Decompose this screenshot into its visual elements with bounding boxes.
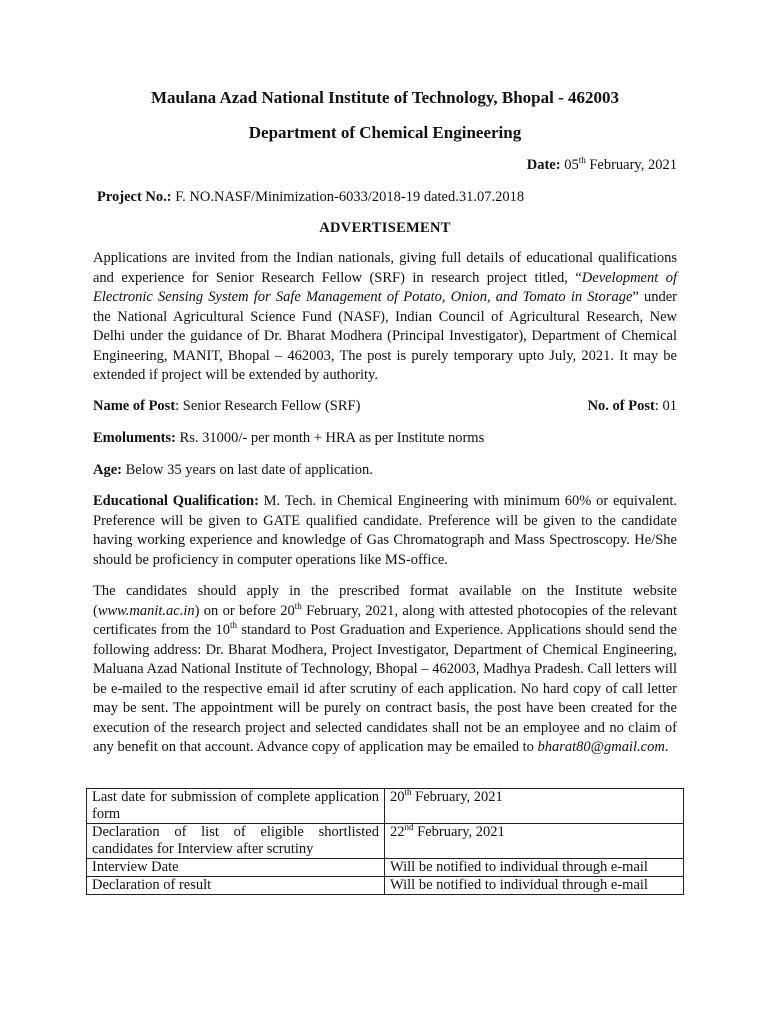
schedule-event: Declaration of result: [87, 877, 385, 895]
email-link[interactable]: bharat80@gmail.com: [537, 739, 665, 755]
project-title: Development of Electronic Sensing System for Safe Management of Potato, Onion, and Tomato in Storage: [93, 269, 677, 305]
date-suffix: th: [578, 155, 586, 166]
application-text-3: February, 2021, along with attested photocopies of the relevant certificates from the 10: [93, 602, 677, 638]
education-paragraph: [93, 492, 677, 570]
application-text-4: standard to Post Graduation and Experience. Applications should send the following address: Dr. Bharat Modhera, Project Investigator, Department of Chemical Engineering, Maluana Azad National Institute of Technology, Bhopal – 462003, Madhya Pradesh. Call letters will be e-mailed to the respective email id after scrutiny of each application. No hard copy of call letter may be sent. The appointment will be purely on contract basis, the post have been created for the execution of the research project and selected candidates shall not be an employee and no claim of any benefit on that account. Advance copy of application may be emailed to: [93, 622, 677, 755]
application-paragraph: [93, 582, 677, 758]
table-row: [87, 824, 684, 859]
application-text-2: ) on or before 20: [194, 602, 295, 619]
age-value: Below 35 years on last date of application.: [122, 462, 373, 478]
schedule-date: [385, 877, 684, 895]
schedule-table: [86, 788, 684, 895]
post-count-label: No. of Post: [587, 398, 655, 414]
intro-paragraph: [93, 249, 677, 386]
department-heading: Department of Chemical Engineering: [248, 123, 522, 142]
website-link[interactable]: www.manit.ac.in: [97, 602, 195, 619]
table-row: [87, 789, 684, 824]
post-name-value: : Senior Research Fellow (SRF): [175, 398, 361, 414]
schedule-date-suffix: th: [404, 787, 412, 798]
application-sup-2: th: [230, 620, 238, 631]
date-month-year: February, 2021: [585, 157, 677, 173]
post-count-value: : 01: [654, 398, 677, 414]
project-number: [97, 189, 524, 206]
application-text-1: The candidates should apply in the prescribed format available on the Institute website (: [93, 583, 677, 619]
date-label: Date:: [526, 157, 561, 173]
post-name-label: Name of Post: [93, 398, 176, 414]
schedule-date: [385, 824, 684, 859]
application-text-5: .: [664, 739, 669, 755]
schedule-event: Declaration of list of eligible shortlisted candidates for Interview after scrutiny: [87, 824, 385, 859]
schedule-date-month: February, 2021: [411, 789, 503, 805]
emoluments-label: Emoluments:: [93, 430, 176, 446]
schedule-event: Last date for submission of complete application form: [87, 789, 385, 824]
emoluments-value: Rs. 31000/- per month + HRA as per Institute norms: [175, 430, 485, 446]
age-limit: [93, 462, 373, 479]
education-label: Educational Qualification:: [93, 493, 259, 509]
schedule-date-suffix: nd: [404, 822, 414, 833]
schedule-date-text: 22: [390, 824, 405, 840]
table-row: [87, 859, 684, 877]
project-value: F. NO.NASF/Minimization-6033/2018-19 dated.31.07.2018: [171, 189, 525, 205]
intro-text-start: Applications are invited from the Indian nationals, giving full details of educational qualifications and experience for Senior Research Fellow (SRF) in research project titled, “: [93, 250, 677, 286]
application-sup-1: th: [294, 600, 302, 611]
date-day: 05: [564, 157, 579, 173]
table-row: [87, 877, 684, 895]
education-value: M. Tech. in Chemical Engineering with minimum 60% or equivalent. Preference will be given to GATE qualified candidate. Preference will be given to the candidate having working experience and knowledge of Gas Chromatograph and Mass Spectroscopy. He/She should be proficiency in computer operations like MS-office.: [93, 493, 677, 568]
advertisement-title: ADVERTISEMENT: [319, 220, 451, 236]
institute-heading: Maulana Azad National Institute of Technology, Bhopal - 462003: [150, 88, 620, 107]
post-details: [93, 398, 677, 415]
project-label: Project No.:: [97, 189, 172, 205]
post-count: [588, 398, 677, 415]
schedule-date-text: Will be notified to individual through e-mail: [390, 859, 648, 875]
schedule-date-text: Will be notified to individual through e-mail: [390, 877, 648, 893]
schedule-date-month: February, 2021: [413, 824, 505, 840]
intro-text-end: ” under the National Agricultural Science Fund (NASF), Indian Council of Agricultural Research, New Delhi under the guidance of Dr. Bharat Modhera (Principal Investigator), Department of Chemical Engineering, MANIT, Bhopal – 462003, The post is purely temporary upto July, 2021. It may be extended if project will be extended by authority.: [93, 289, 678, 383]
schedule-event: Interview Date: [87, 859, 385, 877]
schedule-date-text: 20: [390, 789, 405, 805]
age-label: Age:: [93, 462, 122, 478]
schedule-date: [385, 859, 684, 877]
emoluments: [93, 430, 484, 447]
document-date: [527, 157, 677, 174]
post-name: [93, 398, 360, 414]
schedule-date: [385, 789, 684, 824]
